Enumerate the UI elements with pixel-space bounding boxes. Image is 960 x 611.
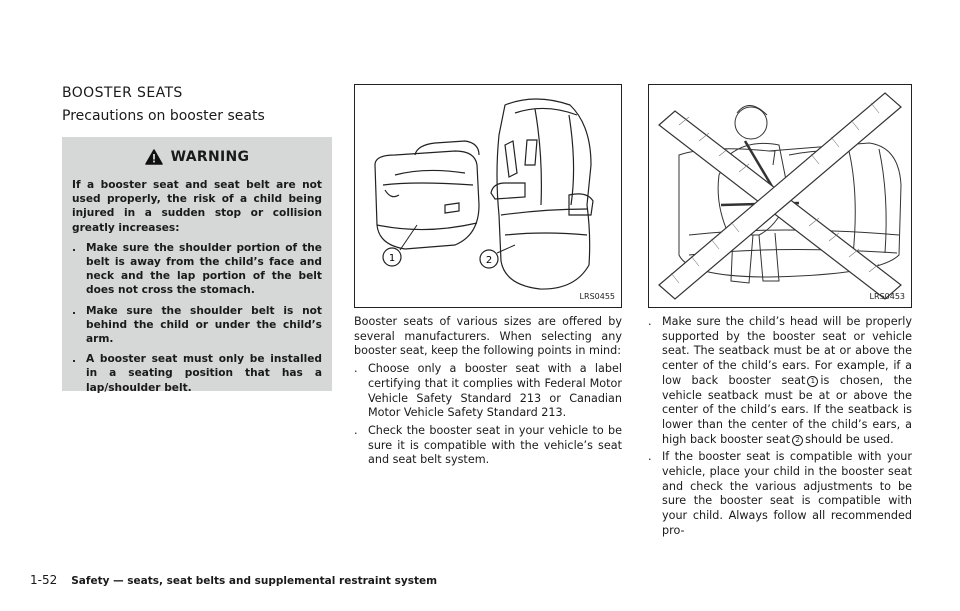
warning-triangle-icon bbox=[145, 149, 163, 165]
booster-seats-illustration bbox=[354, 84, 622, 308]
subsection-title: Precautions on booster seats bbox=[62, 108, 265, 124]
text-run: is chosen, the vehicle seatback must be at or above the center of the child’s ears. If the seatback is lower than the center of the child’s ears, a high back booster seat bbox=[662, 373, 912, 446]
warning-intro: If a booster seat and seat belt are not used properly, the risk of a child being injured in a sudden stop or collision greatly increases: bbox=[72, 179, 322, 234]
list-item-text: Check the booster seat in your vehicle to be sure it is compatible with the vehicle’s seat and seat belt system. bbox=[368, 423, 622, 467]
page-footer bbox=[30, 573, 437, 587]
warning-bullet bbox=[72, 241, 322, 298]
bullet-marker: . bbox=[648, 450, 652, 464]
paragraph: Booster seats of various sizes are offered by several manufacturers. When selecting any booster seat, keep the following points in mind: bbox=[354, 315, 622, 358]
callout-ref-1: 1 bbox=[807, 376, 818, 387]
figure-caption: LRS0453 bbox=[869, 292, 905, 301]
incorrect-use-drawing bbox=[649, 85, 911, 307]
bullet-marker: . bbox=[72, 304, 77, 317]
text-run: should be used. bbox=[805, 432, 894, 446]
warning-bullet bbox=[72, 352, 322, 395]
warning-bullet-text: Make sure the shoulder belt is not behind the child or under the child’s arm. bbox=[86, 304, 322, 346]
warning-box bbox=[62, 137, 332, 394]
list-item-text: If the booster seat is compatible with your vehicle, place your child in the booster seat and check the various adjustments to be sure the booster seat is compatible with your child. Always follow all recommended pro- bbox=[662, 450, 912, 537]
list-item-text: Choose only a booster seat with a label certifying that it complies with Federal Motor Vehicle Safety Standard 213 or Canadian Motor Vehicle Safety Standard 213. bbox=[368, 362, 622, 420]
bullet-marker: . bbox=[354, 423, 358, 437]
callout-ref-2: 2 bbox=[792, 435, 803, 446]
bullet-marker: . bbox=[648, 315, 652, 328]
warning-header bbox=[72, 149, 322, 165]
bullet-marker: . bbox=[72, 241, 77, 254]
chapter-title: Safety — seats, seat belts and supplemental restraint system bbox=[71, 575, 438, 587]
callout-label-2: 2 bbox=[485, 255, 493, 266]
list-item bbox=[354, 424, 622, 468]
warning-title: WARNING bbox=[170, 149, 250, 165]
booster-guidance-text bbox=[354, 315, 622, 468]
text-run: Make sure the child’s head will be properly supported by the booster seat or vehicle seat. The seatback must be at or above the center of the child’s ears. For example, if a low back booster seat bbox=[662, 315, 912, 387]
warning-bullet-text: A booster seat must only be installed in a seating position that has a lap/shoulder belt. bbox=[86, 353, 322, 394]
bullet-marker: . bbox=[354, 362, 358, 376]
incorrect-booster-use-illustration bbox=[648, 84, 912, 308]
warning-bullet-text: Make sure the shoulder portion of the belt is away from the child’s face and neck and the lap portion of the belt does not cross the stomach. bbox=[86, 241, 322, 297]
list-item bbox=[354, 362, 622, 421]
warning-bullet bbox=[72, 304, 322, 347]
callout-label-1: 1 bbox=[388, 253, 396, 264]
list-item bbox=[648, 315, 912, 447]
figure-caption: LRS0455 bbox=[579, 292, 615, 301]
list-item-text bbox=[662, 315, 912, 447]
list-item bbox=[648, 450, 912, 538]
page-number: 1-52 bbox=[30, 573, 58, 587]
booster-seats-drawing bbox=[355, 85, 621, 307]
section-title: BOOSTER SEATS bbox=[62, 85, 183, 101]
bullet-marker: . bbox=[72, 353, 77, 366]
booster-fit-text bbox=[648, 315, 912, 539]
